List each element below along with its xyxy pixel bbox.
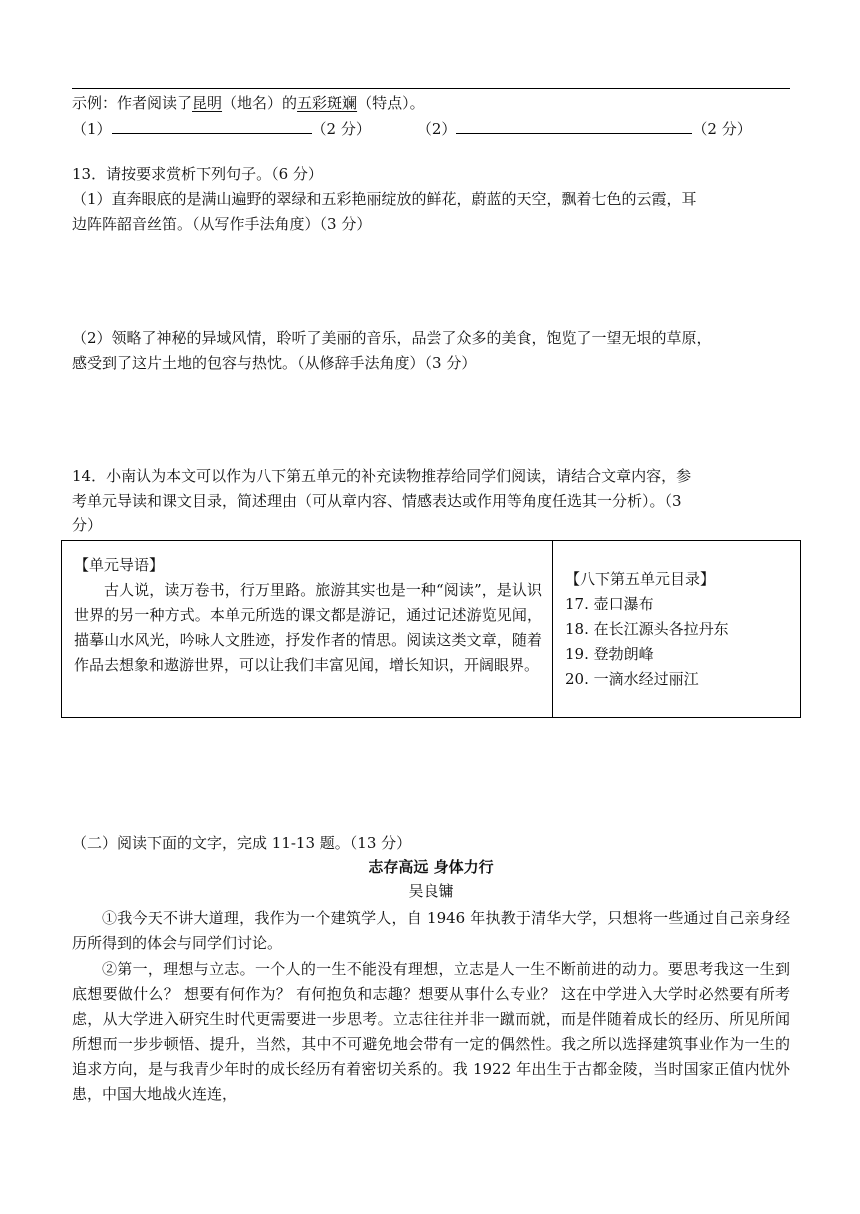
answer-blank-1[interactable] [112, 117, 312, 134]
article-paragraph-2: ②第一，理想与立志。一个人的一生不能没有理想，立志是人一生不断前进的动力。要思考我这一生到底想要做什么？ 想要有何作为？ 有何抱负和志趣？想要从事什么专业？ 这在中学进入大学时必然要有所考虑，从大学进入研究生时代更需要进一步思考。立志往往并非一蹴而就，而是伴随着成长的经历、所见所闻所想而一步步顿悟、提升，当然，其中不可避免地会带有一定的偶然性。我之所以选择建筑事业作为一生的追求方向，是与我青少年时的成长经历有着密切关系的。我 1922 年出生于古都金陵，当时国家正值内忧外患，中国大地战火连连， [72, 960, 790, 1103]
article-paragraph-1: ①我今天不讲大道理，我作为一个建筑学人，自 1946 年执教于清华大学，只想将一些通过自己亲身经历所得到的体会与同学们讨论。 [72, 909, 790, 952]
q14-line3: 分） [72, 516, 103, 534]
q13-sub2-line1: （2）领略了神秘的异域风情，聆听了美丽的音乐，品尝了众多的美食，饱览了一望无垠的草原， [72, 329, 712, 347]
toc-item: 17. 壶口瀑布 [565, 595, 654, 613]
answer-blanks-line [72, 117, 752, 140]
unit-guide-body: 古人说，读万卷书，行万里路。旅游其实也是一种“阅读”，是认识世界的另一种方式。本单元所选的课文都是游记，通过记述游览见闻，描摹山水风光，吟咏人文胜迹，抒发作者的情思。阅读这类文章，随着作品去想象和遨游世界，可以让我们丰富见闻，增长知识，开阔眼界。 [74, 581, 542, 674]
example-prefix: 示例：作者阅读了 [72, 94, 193, 112]
q13-sub1-line1: （1）直奔眼底的是满山遍野的翠绿和五彩艳丽绽放的鲜花，蔚蓝的天空，飘着七色的云霞，耳 [72, 190, 697, 208]
example-place: 昆明 [192, 94, 223, 112]
toc-item: 19. 登勃朗峰 [565, 645, 654, 663]
section2-heading: （二）阅读下面的文字，完成 11-13 题。（13 分） [72, 834, 412, 852]
unit-reference-table [61, 540, 801, 718]
q13-sub1-line2: 边阵阵韶音丝笛。（从写作手法角度）（3 分） [72, 215, 372, 233]
q13-sub2-line2: 感受到了这片土地的包容与热忱。（从修辞手法角度）（3 分） [72, 354, 477, 372]
toc-item: 20. 一滴水经过丽江 [565, 670, 699, 688]
unit-toc-cell [553, 541, 801, 718]
blank2-score: （2 分） [692, 120, 752, 138]
top-divider [72, 88, 790, 89]
q14-line1: 14．小南认为本文可以作为八下第五单元的补充读物推荐给同学们阅读，请结合文章内容，参 [72, 467, 692, 485]
unit-toc-list [565, 592, 790, 692]
blank2-label: （2） [416, 120, 457, 138]
example-line [72, 92, 425, 114]
unit-toc-title: 【八下第五单元目录】 [565, 570, 716, 588]
article-title: 志存高远 身体力行 [368, 858, 494, 876]
toc-item: 18. 在长江源头各拉丹东 [565, 620, 729, 638]
answer-blank-2[interactable] [456, 117, 692, 134]
example-feature: 五彩斑斓 [297, 94, 358, 112]
blank1-score: （2 分） [311, 120, 371, 138]
blank1-label: （1） [72, 120, 112, 138]
example-feature-note: （特点）。 [357, 94, 425, 112]
q14-line2: 考单元导读和课文目录，简述理由（可从章内容、情感表达或作用等角度任选其一分析）。（3 [72, 492, 682, 510]
unit-guide-cell [62, 541, 553, 718]
q13-heading: 13．请按要求赏析下列句子。（6 分） [72, 165, 323, 183]
example-place-note: （地名）的 [222, 94, 298, 112]
unit-guide-title: 【单元导语】 [74, 556, 165, 574]
article-author: 吴良镛 [408, 882, 454, 900]
